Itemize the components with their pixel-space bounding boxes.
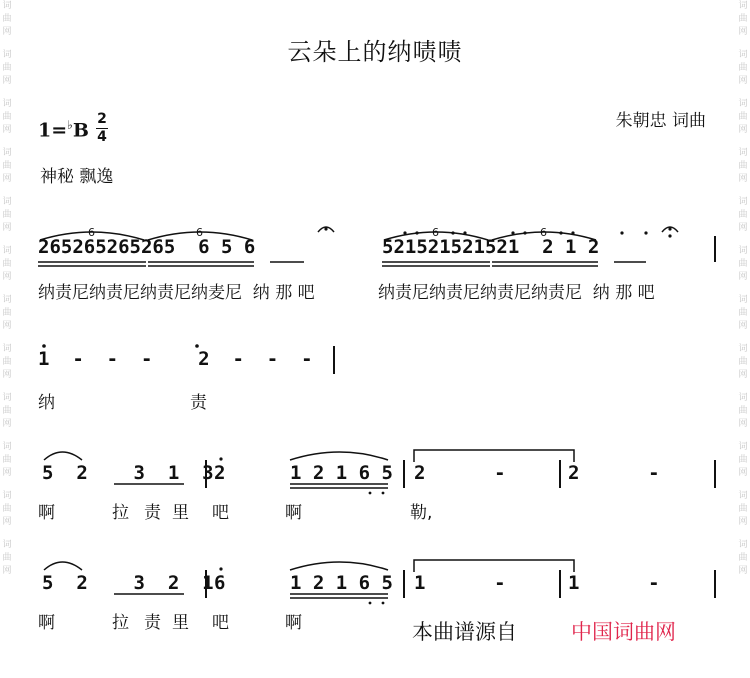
notes-line3-measure4: 2 - [568, 462, 660, 484]
tie [414, 450, 574, 462]
watermark-char: 词 [2, 246, 12, 256]
octave-dot [219, 567, 222, 570]
watermark-char: 曲 [2, 210, 12, 220]
watermark-char: 网 [738, 468, 748, 478]
key-prefix: 1= [38, 119, 68, 142]
fermata-dot [668, 227, 671, 230]
time-denominator: 4 [97, 129, 107, 145]
lyric-word: 啊 [285, 503, 302, 523]
tuplet-mark: 6 [196, 226, 203, 239]
watermark-char: 曲 [2, 455, 12, 465]
time-numerator: 2 [97, 111, 107, 127]
tie [414, 560, 574, 572]
song-title: 云朵上的纳啧啧 [287, 38, 463, 66]
lyric-word: 勒, [410, 503, 433, 523]
watermark-char: 词 [738, 540, 748, 550]
lyric-word: 里 [172, 503, 189, 523]
watermark-char: 词 [2, 295, 12, 305]
notes-line4-measure3: 1 - [414, 572, 506, 594]
watermark-char: 词 [2, 442, 12, 452]
notes-line3-measure3: 2 - [414, 462, 506, 484]
watermark-char: 词 [2, 393, 12, 403]
slur [290, 452, 388, 460]
watermark-char: 词 [738, 393, 748, 403]
watermark-char: 网 [2, 517, 12, 527]
watermark-char: 网 [738, 370, 748, 380]
watermark-char: 网 [2, 272, 12, 282]
watermark-char: 曲 [738, 161, 748, 171]
watermark-char: 网 [738, 321, 748, 331]
watermark-char: 网 [2, 174, 12, 184]
lyrics-line1-part2: 纳责尼纳责尼纳责尼纳责尼 纳 那 吧 [378, 283, 655, 303]
lyric-word: 纳 [38, 393, 55, 413]
octave-dot [195, 344, 199, 348]
notes-line3-measure1: 5 2 3 1 3 [42, 462, 214, 484]
watermark-char: 曲 [2, 308, 12, 318]
watermark-char: 曲 [738, 14, 748, 24]
source-credit [412, 616, 712, 646]
watermark-char: 曲 [738, 504, 748, 514]
notes-line4-measure4: 1 - [568, 572, 660, 594]
watermark-char: 曲 [738, 357, 748, 367]
octave-dot [42, 344, 46, 348]
watermark-char: 网 [738, 419, 748, 429]
tuplet-mark: 6 [540, 226, 547, 239]
watermark-char: 词 [738, 50, 748, 60]
watermark-char: 曲 [2, 112, 12, 122]
notes-line4-measure2a: 6 [214, 572, 226, 594]
lyrics-line1-part1: 纳责尼纳责尼纳责尼纳麦尼 纳 那 吧 [38, 283, 315, 303]
watermark-char: 词 [2, 491, 12, 501]
watermark-char: 网 [2, 419, 12, 429]
watermark-char: 网 [2, 566, 12, 576]
octave-dot [451, 231, 454, 234]
flat-sign: ♭ [67, 118, 73, 132]
watermark-char: 曲 [2, 357, 12, 367]
octave-dot [382, 492, 385, 495]
watermark-char: 词 [738, 246, 748, 256]
watermark-char: 网 [738, 272, 748, 282]
watermark-char: 曲 [2, 504, 12, 514]
notes-line3-measure2b: 1 2 1 6 5 [290, 462, 393, 484]
watermark-char: 曲 [738, 308, 748, 318]
octave-dot [523, 231, 526, 234]
tuplet-mark: 6 [432, 226, 439, 239]
watermark-char: 网 [2, 223, 12, 233]
lyric-word: 责 [144, 503, 161, 523]
watermark-char: 曲 [2, 259, 12, 269]
tempo-mood: 神秘 飘逸 [40, 167, 114, 187]
lyric-word: 吧 [212, 503, 229, 523]
watermark-char: 词 [738, 148, 748, 158]
octave-dot [559, 231, 562, 234]
watermark-char: 曲 [738, 553, 748, 563]
octave-dot [668, 234, 671, 237]
watermark-char: 网 [738, 223, 748, 233]
watermark-char: 词 [2, 197, 12, 207]
watermark-char: 网 [738, 125, 748, 135]
author-credit: 朱朝忠 词曲 [615, 111, 706, 131]
notes-line4-measure1: 5 2 3 2 1 [42, 572, 214, 594]
watermark-char: 曲 [738, 455, 748, 465]
watermark-char: 曲 [2, 161, 12, 171]
watermark-char: 曲 [2, 14, 12, 24]
lyric-word: 拉 [112, 613, 129, 633]
source-site-link[interactable]: 中国词曲网 [571, 620, 676, 644]
watermark-char: 网 [738, 27, 748, 37]
lyric-word: 啊 [38, 613, 55, 633]
watermark-char: 曲 [738, 259, 748, 269]
watermark-char: 词 [2, 50, 12, 60]
lyric-word: 啊 [285, 613, 302, 633]
watermark-char: 词 [738, 491, 748, 501]
watermark-char: 网 [2, 76, 12, 86]
watermark-char: 网 [738, 566, 748, 576]
watermark-char: 词 [738, 99, 748, 109]
watermark-char: 词 [738, 442, 748, 452]
watermark-char: 词 [738, 197, 748, 207]
notes-line1-part2: 521521521521 2 1 2 [382, 236, 600, 258]
watermark-char: 曲 [738, 112, 748, 122]
watermark-char: 词 [738, 1, 748, 11]
source-prefix: 本曲谱源自 [412, 620, 517, 644]
watermark-char: 词 [738, 344, 748, 354]
octave-dot [382, 602, 385, 605]
watermark-char: 网 [2, 468, 12, 478]
watermark-char: 网 [738, 517, 748, 527]
watermark-char: 曲 [738, 210, 748, 220]
notes-line3-measure2a: 2 [214, 462, 226, 484]
octave-dot [369, 602, 372, 605]
slur [44, 452, 82, 460]
fermata-dot [324, 227, 327, 230]
lyric-word: 吧 [212, 613, 229, 633]
watermark-char: 词 [2, 540, 12, 550]
octave-dot [403, 231, 406, 234]
octave-dot [219, 457, 222, 460]
lyric-word: 责 [144, 613, 161, 633]
watermark-char: 网 [2, 370, 12, 380]
slur [290, 562, 388, 570]
notes-line4-measure2b: 1 2 1 6 5 [290, 572, 393, 594]
octave-dot [620, 231, 623, 234]
watermark-char: 词 [2, 344, 12, 354]
watermark-char: 曲 [2, 63, 12, 73]
octave-dot [511, 231, 514, 234]
slur [44, 562, 82, 570]
watermark-char: 词 [2, 99, 12, 109]
octave-dot [571, 231, 574, 234]
octave-dot [369, 492, 372, 495]
notes-line1-part1: 265265265265 6 5 6 [38, 236, 256, 258]
tuplet-mark: 6 [88, 226, 95, 239]
watermark-char: 网 [738, 174, 748, 184]
watermark-char: 网 [738, 76, 748, 86]
watermark-char: 词 [2, 148, 12, 158]
octave-dot [644, 231, 647, 234]
lyric-word: 里 [172, 613, 189, 633]
watermark-char: 曲 [2, 406, 12, 416]
watermark-char: 曲 [2, 553, 12, 563]
watermark-char: 词 [738, 295, 748, 305]
octave-dot [463, 231, 466, 234]
watermark-char: 曲 [738, 406, 748, 416]
watermark-char: 曲 [738, 63, 748, 73]
lyric-word: 啊 [38, 503, 55, 523]
lyric-word: 责 [190, 393, 207, 413]
watermark-char: 网 [2, 125, 12, 135]
watermark-char: 网 [2, 27, 12, 37]
notes-line2: 1 - - - 2 - - - [38, 348, 313, 370]
watermark-char: 网 [2, 321, 12, 331]
key-note: B [72, 119, 89, 142]
octave-dot [415, 231, 418, 234]
watermark-char: 词 [2, 1, 12, 11]
lyric-word: 拉 [112, 503, 129, 523]
